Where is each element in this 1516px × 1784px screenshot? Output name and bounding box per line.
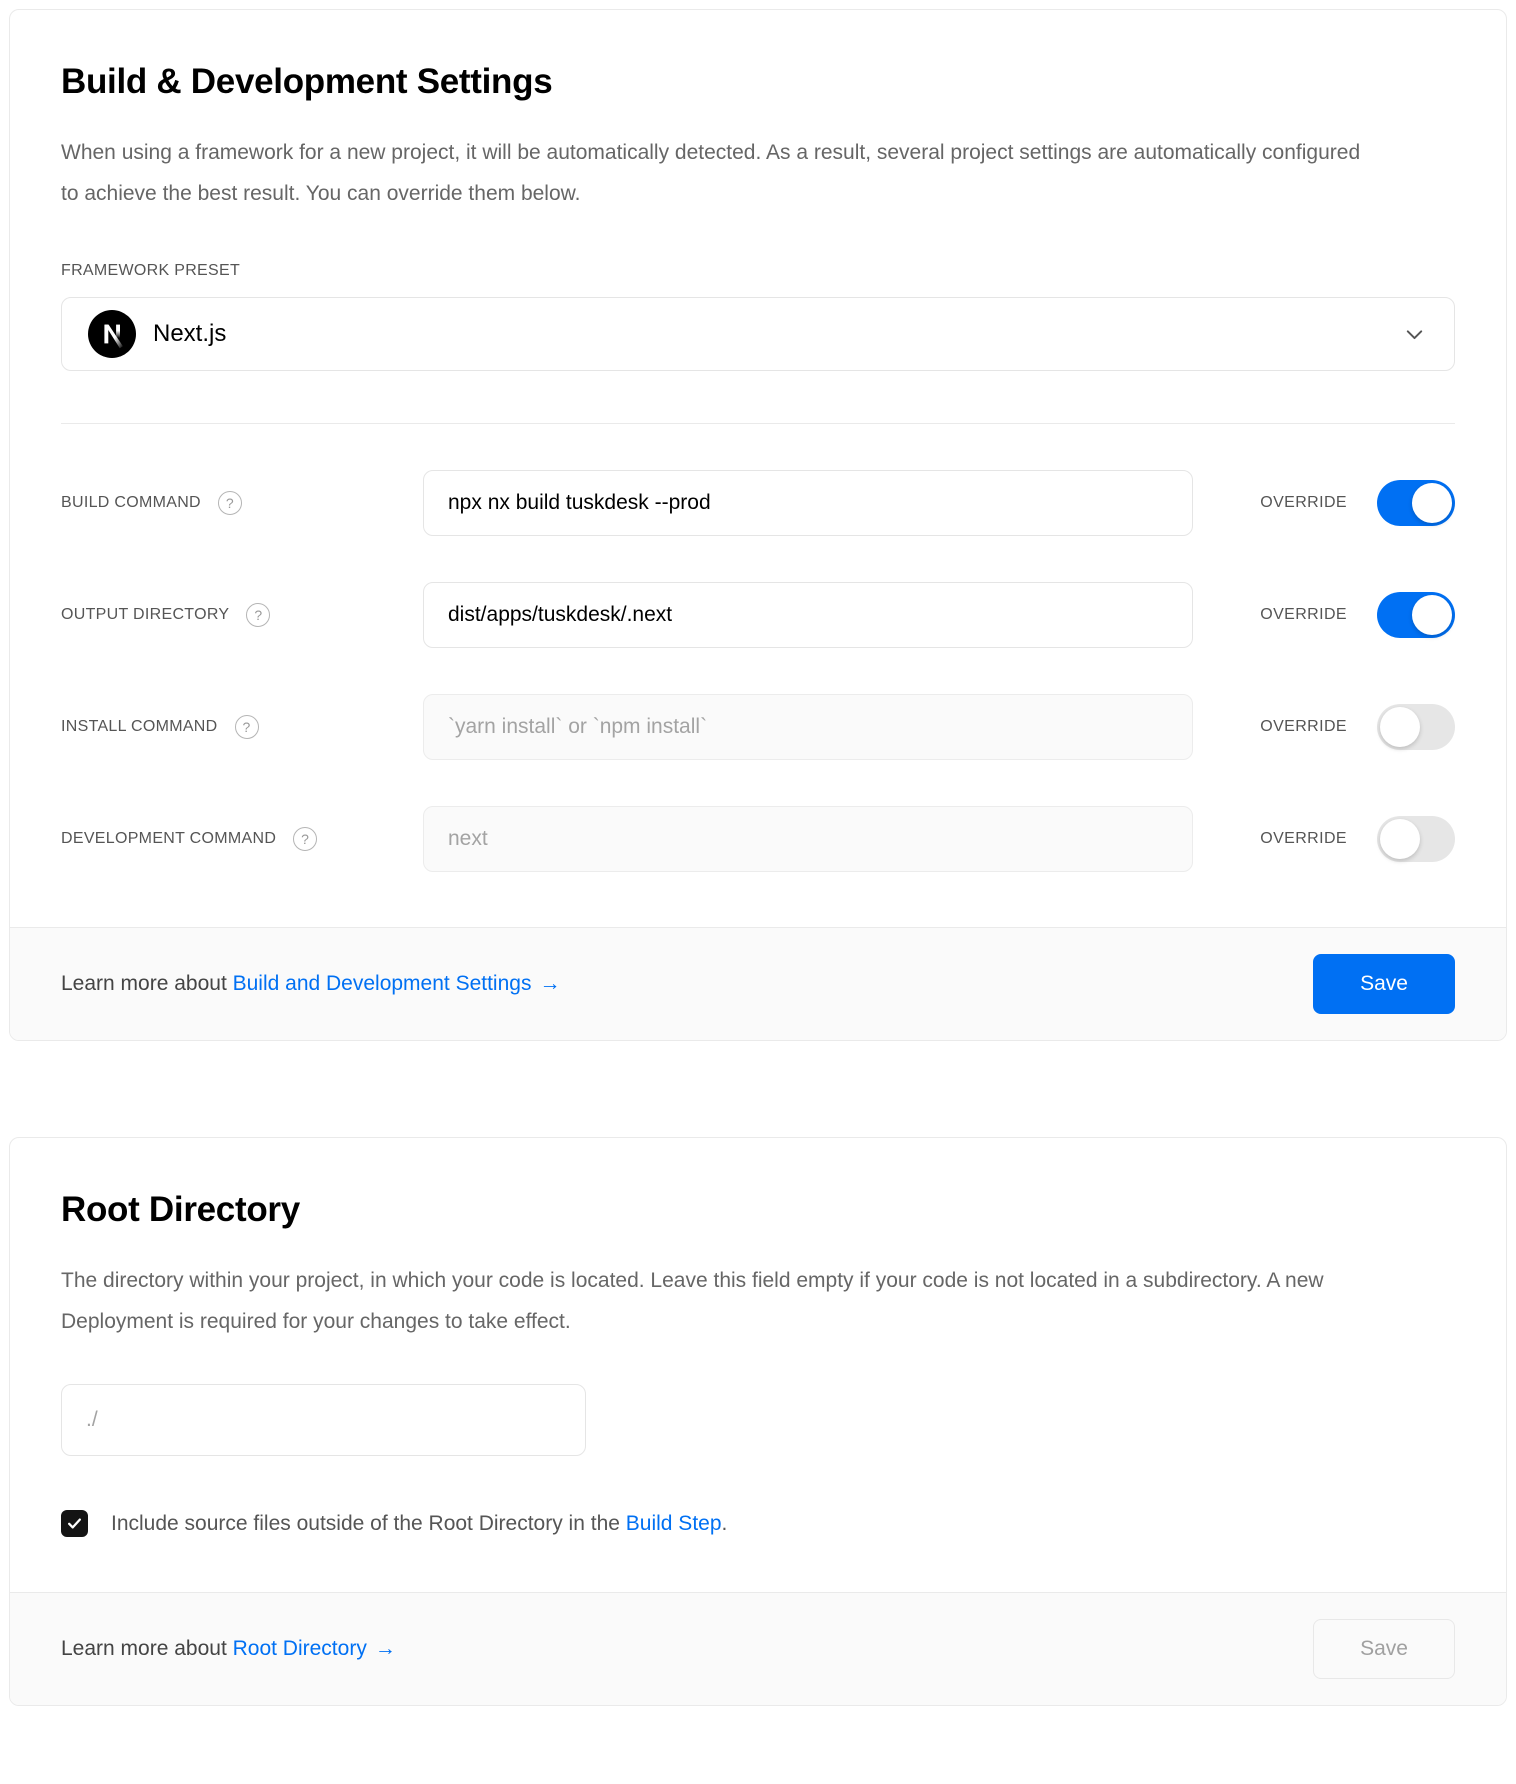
override-label: OVERRIDE — [1260, 830, 1347, 847]
learn-more-text — [61, 1637, 396, 1661]
build-settings-docs-link[interactable]: Build and Development Settings → — [232, 972, 561, 995]
learn-more-prefix: Learn more about — [61, 972, 233, 995]
help-question-icon[interactable]: ? — [246, 603, 270, 627]
output-directory-override-toggle[interactable] — [1377, 592, 1455, 638]
build-settings-card — [9, 9, 1507, 1041]
build-command-input[interactable] — [423, 470, 1193, 536]
toggle-knob — [1380, 707, 1420, 747]
checkmark-icon — [66, 1515, 83, 1532]
learn-more-text — [61, 972, 560, 996]
toggle-knob — [1380, 819, 1420, 859]
help-question-icon[interactable]: ? — [293, 827, 317, 851]
help-question-icon[interactable]: ? — [235, 715, 259, 739]
root-directory-input[interactable] — [61, 1384, 586, 1456]
install-command-override-toggle[interactable] — [1377, 704, 1455, 750]
root-directory-docs-link[interactable]: Root Directory → — [232, 1637, 396, 1660]
page-title: Build & Development Settings — [61, 62, 553, 101]
build-command-override — [1260, 480, 1455, 526]
development-command-label-group — [61, 827, 423, 851]
root-directory-title: Root Directory — [61, 1190, 300, 1229]
override-label: OVERRIDE — [1260, 494, 1347, 511]
framework-preset-value: Next.js — [153, 320, 227, 347]
build-command-override-toggle[interactable] — [1377, 480, 1455, 526]
save-button-disabled[interactable]: Save — [1313, 1619, 1455, 1679]
arrow-right-icon: → — [374, 1637, 396, 1660]
build-step-link[interactable]: Build Step — [625, 1511, 722, 1535]
install-command-label-group — [61, 715, 423, 739]
root-directory-card — [9, 1137, 1507, 1706]
output-directory-label: OUTPUT DIRECTORY — [61, 606, 230, 623]
build-command-label-group — [61, 491, 423, 515]
include-source-files-label: Include source files outside of the Root Directory in the Build Step. — [111, 1511, 728, 1535]
development-command-input[interactable] — [423, 806, 1193, 872]
override-label: OVERRIDE — [1260, 718, 1347, 735]
override-label: OVERRIDE — [1260, 606, 1347, 623]
output-directory-input[interactable] — [423, 582, 1193, 648]
output-directory-label-group — [61, 603, 423, 627]
nextjs-logo-icon — [88, 310, 136, 358]
build-settings-description: When using a framework for a new project, it will be automatically detected. As a result, several project settings are automatically configured to achieve the best result. You can override them below. — [61, 141, 1361, 205]
include-source-files-row — [61, 1510, 1455, 1537]
include-source-files-checkbox[interactable] — [61, 1510, 88, 1537]
output-directory-row — [61, 582, 1455, 648]
install-command-row — [61, 694, 1455, 760]
framework-preset-label: FRAMEWORK PRESET — [61, 262, 241, 279]
save-button[interactable]: Save — [1313, 954, 1455, 1014]
root-directory-body — [10, 1138, 1506, 1592]
development-command-override — [1260, 816, 1455, 862]
framework-preset-select[interactable] — [61, 297, 1455, 371]
install-command-override — [1260, 704, 1455, 750]
build-settings-footer — [10, 927, 1506, 1040]
output-directory-override — [1260, 592, 1455, 638]
section-divider — [61, 423, 1455, 424]
learn-more-prefix: Learn more about — [61, 1637, 233, 1660]
install-command-input[interactable] — [423, 694, 1193, 760]
root-directory-description: The directory within your project, in which your code is located. Leave this field empty if your code is not located in a subdirectory. A new Deployment is required for your changes to take effect. — [61, 1269, 1324, 1333]
install-command-label: INSTALL COMMAND — [61, 718, 218, 735]
development-command-label: DEVELOPMENT COMMAND — [61, 830, 277, 847]
help-question-icon[interactable]: ? — [218, 491, 242, 515]
root-directory-footer — [10, 1592, 1506, 1705]
toggle-knob — [1412, 483, 1452, 523]
chevron-down-icon — [1401, 321, 1428, 348]
build-command-row — [61, 470, 1455, 536]
development-command-row — [61, 806, 1455, 872]
toggle-knob — [1412, 595, 1452, 635]
arrow-right-icon: → — [539, 972, 561, 995]
development-command-override-toggle[interactable] — [1377, 816, 1455, 862]
build-settings-body — [10, 10, 1506, 927]
build-command-label: BUILD COMMAND — [61, 494, 201, 511]
